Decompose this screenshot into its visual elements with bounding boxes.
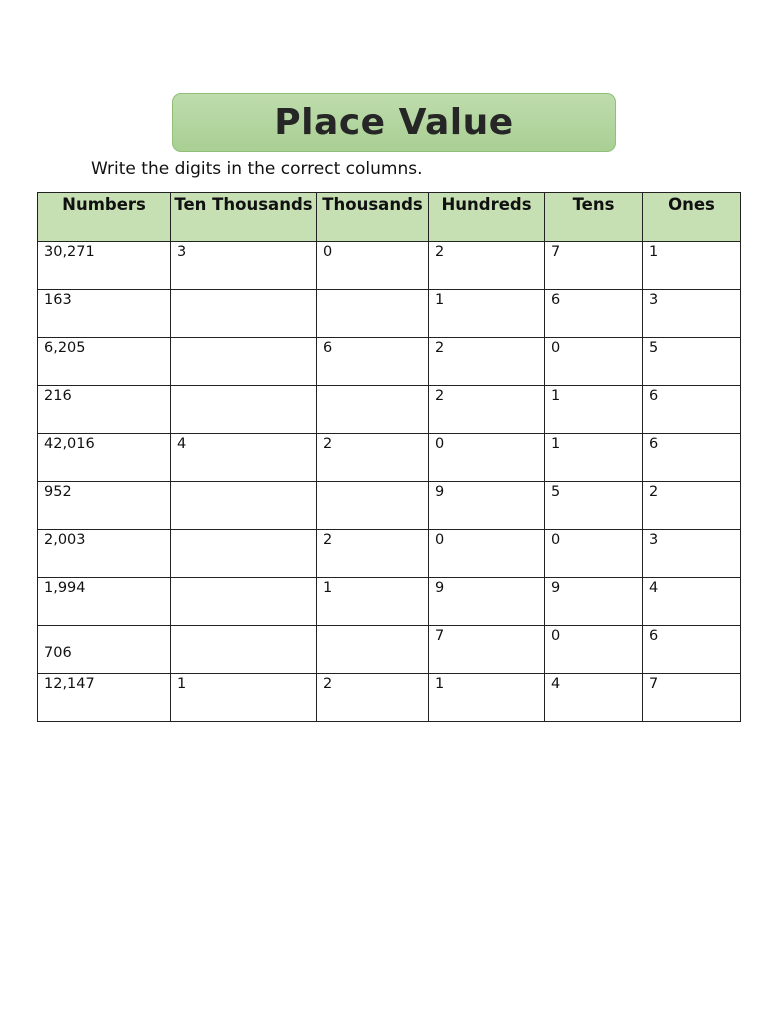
thousands-cell[interactable] (317, 482, 429, 530)
ones-cell[interactable]: 4 (643, 578, 741, 626)
hundreds-cell[interactable]: 2 (429, 386, 545, 434)
thousands-cell[interactable]: 2 (317, 434, 429, 482)
tens-cell[interactable]: 9 (545, 578, 643, 626)
thousands-cell[interactable] (317, 386, 429, 434)
ten-thousands-cell[interactable] (171, 530, 317, 578)
thousands-cell[interactable] (317, 290, 429, 338)
header-numbers: Numbers (38, 193, 171, 242)
ones-cell[interactable]: 6 (643, 434, 741, 482)
number-cell: 163 (38, 290, 171, 338)
number-cell: 216 (38, 386, 171, 434)
header-ten-thousands: Ten Thousands (171, 193, 317, 242)
ten-thousands-cell[interactable] (171, 338, 317, 386)
hundreds-cell[interactable]: 2 (429, 242, 545, 290)
ones-cell[interactable]: 3 (643, 290, 741, 338)
hundreds-cell[interactable]: 1 (429, 674, 545, 722)
tens-cell[interactable]: 7 (545, 242, 643, 290)
ones-cell[interactable]: 7 (643, 674, 741, 722)
title-banner (172, 93, 616, 152)
ten-thousands-cell[interactable] (171, 386, 317, 434)
header-thousands: Thousands (317, 193, 429, 242)
ten-thousands-cell[interactable] (171, 290, 317, 338)
hundreds-cell[interactable]: 0 (429, 530, 545, 578)
table-row (38, 482, 741, 530)
place-value-table (37, 192, 741, 722)
instructions: Write the digits in the correct columns. (91, 159, 423, 179)
number-cell: 12,147 (38, 674, 171, 722)
tens-cell[interactable]: 5 (545, 482, 643, 530)
tens-cell[interactable]: 0 (545, 530, 643, 578)
thousands-cell[interactable] (317, 626, 429, 674)
hundreds-cell[interactable]: 7 (429, 626, 545, 674)
ten-thousands-cell[interactable]: 3 (171, 242, 317, 290)
number-cell: 2,003 (38, 530, 171, 578)
table-row (38, 674, 741, 722)
hundreds-cell[interactable]: 0 (429, 434, 545, 482)
header-ones: Ones (643, 193, 741, 242)
table-row (38, 242, 741, 290)
number-cell: 1,994 (38, 578, 171, 626)
tens-cell[interactable]: 1 (545, 386, 643, 434)
page-title: Place Value (274, 102, 514, 143)
thousands-cell[interactable]: 0 (317, 242, 429, 290)
tens-cell[interactable]: 6 (545, 290, 643, 338)
hundreds-cell[interactable]: 2 (429, 338, 545, 386)
hundreds-cell[interactable]: 9 (429, 578, 545, 626)
ones-cell[interactable]: 6 (643, 626, 741, 674)
number-cell: 30,271 (38, 242, 171, 290)
number-cell: 706 (38, 626, 171, 674)
tens-cell[interactable]: 1 (545, 434, 643, 482)
thousands-cell[interactable]: 1 (317, 578, 429, 626)
hundreds-cell[interactable]: 1 (429, 290, 545, 338)
table-row (38, 386, 741, 434)
tens-cell[interactable]: 0 (545, 338, 643, 386)
ones-cell[interactable]: 2 (643, 482, 741, 530)
ones-cell[interactable]: 6 (643, 386, 741, 434)
number-cell: 6,205 (38, 338, 171, 386)
table-row (38, 338, 741, 386)
table-row (38, 434, 741, 482)
number-cell: 42,016 (38, 434, 171, 482)
thousands-cell[interactable]: 2 (317, 674, 429, 722)
table-row (38, 626, 741, 674)
ten-thousands-cell[interactable] (171, 482, 317, 530)
table-row (38, 578, 741, 626)
ones-cell[interactable]: 1 (643, 242, 741, 290)
table-row (38, 530, 741, 578)
table-header-row (38, 193, 741, 242)
thousands-cell[interactable]: 2 (317, 530, 429, 578)
tens-cell[interactable]: 4 (545, 674, 643, 722)
ten-thousands-cell[interactable]: 1 (171, 674, 317, 722)
header-hundreds: Hundreds (429, 193, 545, 242)
thousands-cell[interactable]: 6 (317, 338, 429, 386)
ten-thousands-cell[interactable] (171, 626, 317, 674)
hundreds-cell[interactable]: 9 (429, 482, 545, 530)
ones-cell[interactable]: 5 (643, 338, 741, 386)
header-tens: Tens (545, 193, 643, 242)
table-row (38, 290, 741, 338)
ten-thousands-cell[interactable]: 4 (171, 434, 317, 482)
number-cell: 952 (38, 482, 171, 530)
tens-cell[interactable]: 0 (545, 626, 643, 674)
ones-cell[interactable]: 3 (643, 530, 741, 578)
ten-thousands-cell[interactable] (171, 578, 317, 626)
